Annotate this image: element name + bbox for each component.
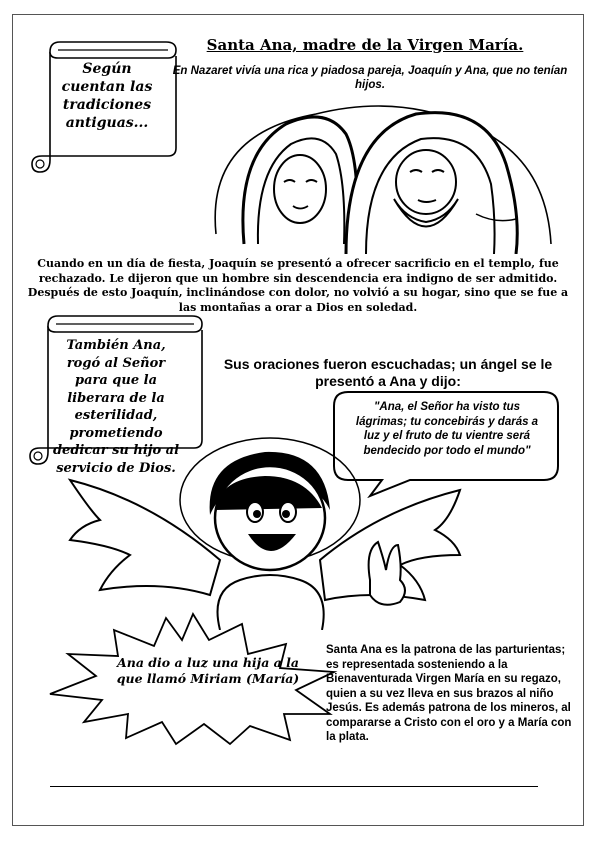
prayers-heading: Sus oraciones fueron escuchadas; un ángel se le presentó a Ana y dijo: — [223, 356, 553, 389]
scroll-2-text: También Ana, rogó al Señor para que la liberara de la esterilidad, prometiendo dedicar su hijo al servicio de Dios. — [52, 338, 180, 476]
angel-illustration — [60, 430, 480, 630]
intro-text: En Nazaret vivía una rica y piadosa pareja, Joaquín y Ana, que no tenían hijos. — [172, 65, 568, 91]
bottom-rule — [50, 786, 538, 787]
angel-quote: "Ana, el Señor ha visto tus lágrimas; tu concebirás y darás a luz y el fruto de tu vientre será bendecido por todo el mundo" — [355, 401, 539, 457]
scroll-1-text: Según cuentan las tradiciones antiguas... — [61, 61, 153, 131]
patrona-text: Santa Ana es la patrona de las parturientas; es representada sosteniendo a la Bienaventurada Virgen María en su regazo, quien a su vez lleva en sus brazos al niño Jesús. Es además patrona de los mineros, al compararse a Cristo con el oro y a María con la plata. — [326, 644, 572, 743]
joaquin-ana-illustration — [196, 94, 572, 254]
page-title: Santa Ana, madre de la Virgen María. — [206, 36, 524, 54]
burst-text: Ana dio a luz una hija a la que llamó Miriam (María) — [116, 655, 300, 686]
paragraph-joaquin: Cuando en un día de fiesta, Joaquín se presentó a ofrecer sacrificio en el templo, fue rechazado. Le dijeron que un hombre sin descendencia era indigno de ser admitido. Después de esto Joaquín, inclinándose con dolor, no volvió a su hogar, sino que se fue a las montañas a orar a Dios en soledad. — [27, 257, 569, 314]
